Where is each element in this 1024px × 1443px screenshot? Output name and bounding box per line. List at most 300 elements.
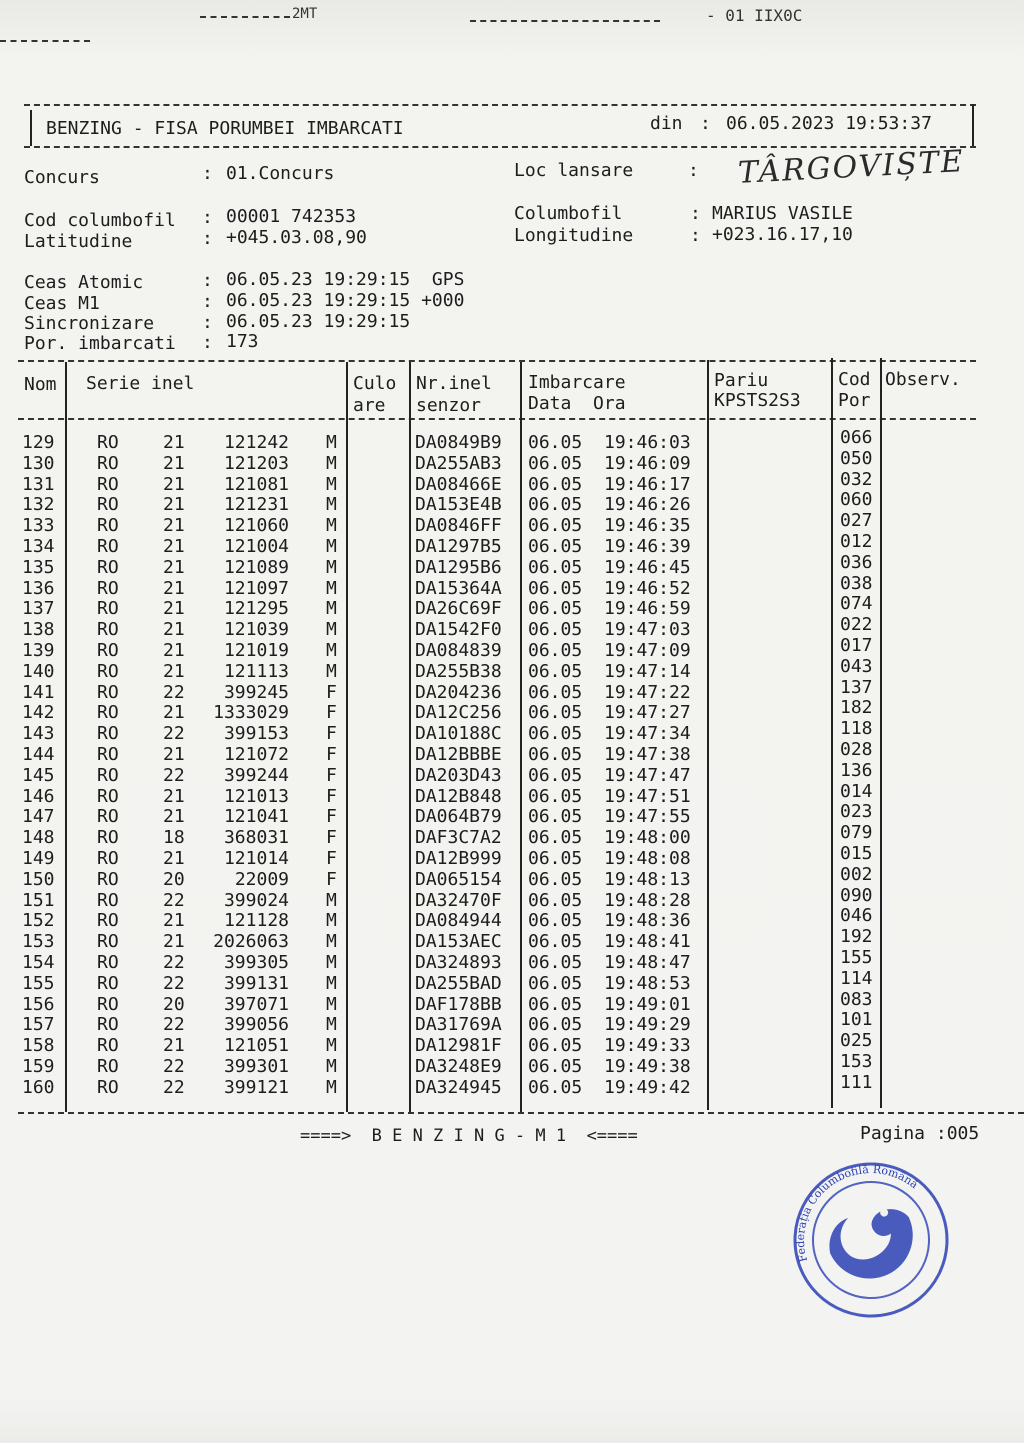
cell-sex: F: [326, 868, 337, 890]
cell-senzor: DA065154: [415, 868, 502, 890]
cell-nom: 138: [22, 619, 55, 641]
por-imbarcati-label: Por. imbarcati: [24, 333, 176, 354]
cell-nom: 131: [22, 473, 55, 495]
cell-an: 22: [163, 1056, 185, 1077]
cell-nom: 135: [22, 556, 55, 578]
col-header-imbarcare-1: Imbarcare: [528, 372, 626, 393]
cell-ora: 19:49:42: [604, 1076, 691, 1098]
cell-ora: 19:48:53: [604, 972, 691, 994]
cell-data: 06.05: [528, 681, 583, 703]
cell-data: 06.05: [528, 723, 583, 745]
cod-columbofil-colon: :: [202, 207, 213, 228]
cell-tara: RO: [97, 577, 119, 599]
col-header-cod-1: Cod: [838, 369, 871, 390]
page-number: Pagina :005: [860, 1123, 980, 1144]
cell-tara: RO: [97, 619, 119, 641]
cell-tara: RO: [97, 889, 119, 911]
cod-columbofil-value: 00001 742353: [226, 206, 357, 227]
cell-nr: 121072: [223, 744, 289, 765]
cell-sex: M: [326, 515, 337, 537]
por-imbarcati-colon: :: [202, 332, 213, 353]
cell-data: 06.05: [528, 536, 583, 557]
stamp-ring-text: Federația Columbofilă Română: [793, 1162, 921, 1264]
longitude-label: Longitudine: [514, 225, 634, 246]
cell-an: 22: [163, 1014, 185, 1036]
cell-ora: 19:47:27: [604, 702, 691, 724]
cell-cod: 032: [840, 468, 873, 490]
ceas-m1-colon: :: [202, 291, 213, 312]
longitude-colon: :: [690, 225, 701, 246]
cell-senzor: DA10188C: [415, 723, 502, 745]
cell-sex: M: [326, 660, 337, 682]
cell-data: 06.05: [528, 452, 583, 474]
page-title: BENZING - FISA PORUMBEI IMBARCATI: [46, 118, 404, 139]
cell-an: 21: [163, 432, 185, 453]
cell-cod: 074: [840, 593, 873, 615]
loc-lansare-label: Loc lansare: [514, 160, 634, 181]
cell-data: 06.05: [528, 785, 583, 807]
cell-senzor: DA12981F: [415, 1035, 502, 1057]
footer-banner: ====> B E N Z I N G - M 1 <====: [300, 1126, 638, 1146]
cell-an: 20: [163, 868, 185, 890]
cell-data: 06.05: [528, 931, 583, 953]
cell-nr: 121295: [223, 598, 289, 620]
cell-nr: 22009: [234, 868, 289, 890]
cell-nom: 144: [22, 744, 55, 765]
cell-cod: 025: [840, 1030, 873, 1052]
cell-tara: RO: [97, 868, 119, 890]
cell-nom: 134: [22, 536, 55, 557]
cell-ora: 19:46:45: [604, 556, 691, 578]
cell-an: 21: [163, 515, 185, 537]
cell-nom: 140: [22, 660, 55, 682]
cell-nom: 139: [22, 640, 55, 661]
cell-sex: F: [326, 785, 337, 807]
cell-nr: 121231: [223, 494, 289, 516]
cell-sex: M: [326, 1014, 337, 1036]
cell-nr: 121013: [223, 785, 289, 807]
header-bottom-rule: [24, 146, 976, 148]
cell-ora: 19:46:03: [604, 432, 691, 453]
latitude-value: +045.03.08,90: [226, 227, 367, 248]
cell-ora: 19:46:59: [604, 598, 691, 620]
cell-nr: 121081: [223, 473, 289, 495]
cell-sex: M: [326, 640, 337, 661]
cell-nom: 158: [22, 1035, 55, 1057]
cell-senzor: DA255BAD: [415, 972, 502, 994]
cell-data: 06.05: [528, 1035, 583, 1057]
cell-nom: 153: [22, 931, 55, 953]
cell-nr: 121051: [223, 1035, 289, 1057]
cell-nom: 160: [22, 1076, 55, 1098]
cell-sex: M: [326, 432, 337, 453]
cell-sex: F: [326, 764, 337, 786]
cell-senzor: DA255AB3: [415, 452, 502, 474]
cell-ora: 19:48:47: [604, 952, 691, 973]
cell-ora: 19:48:28: [604, 889, 691, 911]
cell-senzor: DA0849B9: [415, 432, 502, 453]
cell-nr: 2026063: [213, 931, 289, 953]
cell-senzor: DAF178BB: [415, 993, 502, 1015]
cell-senzor: DA26C69F: [415, 598, 502, 620]
cell-nr: 399121: [223, 1076, 289, 1098]
cell-an: 21: [163, 536, 185, 557]
cell-cod: 153: [840, 1051, 873, 1072]
cell-tara: RO: [97, 1076, 119, 1098]
cell-cod: 043: [840, 655, 873, 677]
cell-tara: RO: [97, 785, 119, 807]
cell-an: 21: [163, 452, 185, 474]
cell-nom: 154: [22, 952, 55, 973]
ceas-atomic-value: 06.05.23 19:29:15 GPS: [226, 269, 465, 290]
cell-data: 06.05: [528, 598, 583, 620]
cell-an: 21: [163, 744, 185, 765]
cell-data: 06.05: [528, 702, 583, 724]
cell-data: 06.05: [528, 577, 583, 599]
cell-senzor: DA31769A: [415, 1014, 502, 1036]
cell-senzor: DA255B38: [415, 660, 502, 682]
cell-an: 21: [163, 619, 185, 641]
cell-an: 21: [163, 473, 185, 495]
cell-nr: 121089: [223, 556, 289, 578]
date-label: din: [650, 113, 683, 134]
ceas-atomic-label: Ceas Atomic: [24, 272, 144, 293]
col-header-pariu-2: KPSTS2S3: [714, 390, 801, 411]
cell-senzor: DA15364A: [415, 577, 502, 599]
cell-sex: M: [326, 619, 337, 641]
cell-data: 06.05: [528, 952, 583, 973]
cell-cod: 182: [840, 697, 873, 719]
cell-data: 06.05: [528, 660, 583, 682]
cell-sex: M: [326, 931, 337, 953]
header-right-border: [972, 104, 974, 148]
cell-ora: 19:47:47: [604, 764, 691, 786]
cell-data: 06.05: [528, 1076, 583, 1098]
cell-data: 06.05: [528, 848, 583, 869]
cell-data: 06.05: [528, 556, 583, 578]
cell-ora: 19:47:09: [604, 640, 691, 661]
columbofil-label: Columbofil: [514, 203, 623, 224]
cell-nom: 141: [22, 681, 55, 703]
cell-an: 22: [163, 723, 185, 745]
cell-nr: 368031: [223, 827, 289, 849]
top-scrap-dash: [470, 20, 660, 22]
cell-tara: RO: [97, 910, 119, 932]
cell-ora: 19:49:33: [604, 1035, 691, 1057]
cell-sex: M: [326, 473, 337, 495]
cell-an: 21: [163, 806, 185, 828]
cell-tara: RO: [97, 515, 119, 537]
cell-sex: F: [326, 848, 337, 869]
cell-senzor: DA0846FF: [415, 515, 502, 537]
cell-nom: 159: [22, 1056, 55, 1077]
cell-cod: 015: [840, 843, 873, 864]
cell-senzor: DA064B79: [415, 806, 502, 828]
cell-ora: 19:47:38: [604, 744, 691, 765]
cell-sex: M: [326, 1035, 337, 1057]
cell-senzor: DA08466E: [415, 473, 502, 495]
cell-nom: 145: [22, 764, 55, 786]
columbofil-colon: :: [690, 203, 701, 224]
cell-nom: 143: [22, 723, 55, 745]
cell-ora: 19:48:13: [604, 868, 691, 890]
cell-tara: RO: [97, 660, 119, 682]
cell-sex: M: [326, 1076, 337, 1098]
cell-an: 21: [163, 931, 185, 953]
cell-cod: 002: [840, 863, 873, 885]
cell-nom: 137: [22, 598, 55, 620]
cell-senzor: DA153AEC: [415, 931, 502, 953]
cell-sex: M: [326, 556, 337, 578]
top-scrap-right: - 01 IIX0C: [706, 6, 803, 25]
cell-nr: 121097: [223, 577, 289, 599]
cell-tara: RO: [97, 723, 119, 745]
cell-nom: 130: [22, 452, 55, 474]
cell-an: 21: [163, 1035, 185, 1057]
sincronizare-value: 06.05.23 19:29:15: [226, 311, 411, 332]
cell-an: 21: [163, 660, 185, 682]
cell-cod: 111: [840, 1071, 873, 1093]
cell-sex: F: [326, 681, 337, 703]
cell-senzor: DA3248E9: [415, 1056, 502, 1077]
ceas-atomic-colon: :: [202, 270, 213, 291]
cell-data: 06.05: [528, 473, 583, 495]
columbofil-value: MARIUS VASILE: [712, 203, 853, 224]
top-scrap-dash: [0, 40, 90, 42]
cell-nr: 397071: [223, 993, 289, 1015]
table-bottom-rule: [18, 1112, 1024, 1114]
cell-senzor: DA084944: [415, 910, 502, 932]
cell-senzor: DA12B999: [415, 848, 502, 869]
cell-an: 22: [163, 889, 185, 911]
cell-nom: 146: [22, 785, 55, 807]
cell-nom: 136: [22, 577, 55, 599]
cell-an: 20: [163, 993, 185, 1015]
sincronizare-colon: :: [202, 312, 213, 333]
cell-cod: 118: [840, 718, 873, 740]
cell-nom: 156: [22, 993, 55, 1015]
loc-lansare-handwritten: TÂRGOVIȘTE: [737, 144, 966, 191]
cell-ora: 19:48:00: [604, 827, 691, 849]
cell-ora: 19:48:36: [604, 910, 691, 932]
cell-an: 21: [163, 598, 185, 620]
cell-cod: 101: [840, 1009, 873, 1031]
cell-senzor: DA32470F: [415, 889, 502, 911]
cell-ora: 19:46:52: [604, 577, 691, 599]
cell-cod: 114: [840, 967, 873, 989]
col-header-nr-inel-2: senzor: [416, 395, 482, 416]
cell-nom: 147: [22, 806, 55, 828]
cell-ora: 19:47:14: [604, 660, 691, 682]
cell-cod: 027: [840, 510, 873, 532]
concurs-value: 01.Concurs: [226, 163, 335, 184]
cell-cod: 083: [840, 988, 873, 1010]
cell-data: 06.05: [528, 1056, 583, 1077]
cell-cod: 028: [840, 739, 873, 760]
ceas-m1-label: Ceas M1: [24, 293, 100, 314]
col-header-serie: Serie inel: [86, 373, 195, 394]
cell-tara: RO: [97, 744, 119, 765]
cell-nom: 155: [22, 972, 55, 994]
cell-cod: 155: [840, 947, 873, 968]
cell-ora: 19:48:08: [604, 848, 691, 869]
cell-senzor: DA153E4B: [415, 494, 502, 516]
cell-sex: F: [326, 723, 337, 745]
cell-ora: 19:49:29: [604, 1014, 691, 1036]
cell-nr: 399301: [223, 1056, 289, 1077]
cell-an: 22: [163, 972, 185, 994]
cell-nom: 132: [22, 494, 55, 516]
cell-nom: 149: [22, 848, 55, 869]
cell-tara: RO: [97, 681, 119, 703]
cell-sex: F: [326, 744, 337, 765]
cell-data: 06.05: [528, 494, 583, 516]
cell-ora: 19:46:26: [604, 494, 691, 516]
loc-lansare-colon: :: [688, 160, 699, 181]
cell-ora: 19:48:41: [604, 931, 691, 953]
cell-nr: 121113: [223, 660, 289, 682]
cell-sex: M: [326, 952, 337, 973]
concurs-colon: :: [202, 163, 213, 184]
cell-cod: 090: [840, 884, 873, 906]
cell-ora: 19:47:22: [604, 681, 691, 703]
cell-senzor: DA12C256: [415, 702, 502, 724]
cell-nom: 133: [22, 515, 55, 537]
header-left-border: [30, 110, 32, 146]
cell-senzor: DA12BBBE: [415, 744, 502, 765]
date-colon: :: [700, 113, 711, 134]
cell-tara: RO: [97, 1035, 119, 1057]
cell-cod: 050: [840, 447, 873, 469]
cell-tara: RO: [97, 993, 119, 1015]
cell-nom: 150: [22, 868, 55, 890]
cell-senzor: DA324945: [415, 1076, 502, 1098]
cell-an: 18: [163, 827, 185, 849]
cell-nom: 152: [22, 910, 55, 932]
cell-senzor: DAF3C7A2: [415, 827, 502, 849]
cell-an: 21: [163, 848, 185, 869]
top-scrap-dash: [200, 16, 290, 18]
cell-cod: 012: [840, 531, 873, 552]
cell-senzor: DA324893: [415, 952, 502, 973]
cell-ora: 19:47:51: [604, 785, 691, 807]
cell-ora: 19:47:03: [604, 619, 691, 641]
concurs-label: Concurs: [24, 167, 100, 188]
cell-ora: 19:46:35: [604, 515, 691, 537]
cell-data: 06.05: [528, 432, 583, 453]
cell-tara: RO: [97, 452, 119, 474]
col-header-nr-inel-1: Nr.inel: [416, 373, 492, 394]
cell-nr: 121041: [223, 806, 289, 828]
cell-an: 22: [163, 764, 185, 786]
cell-ora: 19:46:39: [604, 536, 691, 557]
cod-columbofil-label: Cod columbofil: [24, 210, 176, 231]
cell-data: 06.05: [528, 993, 583, 1015]
cell-an: 21: [163, 556, 185, 578]
cell-senzor: DA203D43: [415, 764, 502, 786]
latitude-label: Latitudine: [24, 231, 133, 252]
cell-ora: 19:49:01: [604, 993, 691, 1015]
cell-tara: RO: [97, 702, 119, 724]
col-header-pariu-1: Pariu: [714, 370, 769, 391]
col-header-observ: Observ.: [885, 369, 961, 390]
cell-data: 06.05: [528, 764, 583, 786]
cell-tara: RO: [97, 473, 119, 495]
cell-tara: RO: [97, 827, 119, 849]
cell-nr: 399024: [223, 889, 289, 911]
cell-tara: RO: [97, 556, 119, 578]
cell-cod: 066: [840, 427, 873, 448]
cell-senzor: DA1542F0: [415, 619, 502, 641]
cell-an: 21: [163, 640, 185, 661]
cell-sex: M: [326, 972, 337, 994]
cell-an: 22: [163, 1076, 185, 1098]
cell-nom: 142: [22, 702, 55, 724]
cell-tara: RO: [97, 848, 119, 869]
cell-cod: 136: [840, 759, 873, 781]
cell-sex: M: [326, 577, 337, 599]
cell-nr: 399153: [223, 723, 289, 745]
cell-tara: RO: [97, 931, 119, 953]
cell-cod: 046: [840, 905, 873, 927]
cell-data: 06.05: [528, 910, 583, 932]
cell-data: 06.05: [528, 640, 583, 661]
cell-tara: RO: [97, 1056, 119, 1077]
cell-cod: 137: [840, 676, 873, 698]
date-value: 06.05.2023 19:53:37: [726, 113, 932, 134]
cell-sex: M: [326, 598, 337, 620]
header-top-rule: [24, 104, 976, 106]
cell-cod: 079: [840, 822, 873, 844]
cell-tara: RO: [97, 1014, 119, 1036]
stamp-seal: [788, 1160, 954, 1320]
cell-data: 06.05: [528, 1014, 583, 1036]
col-header-nom: Nom: [24, 374, 57, 395]
cell-sex: F: [326, 827, 337, 849]
cell-nr: 121014: [223, 848, 289, 869]
cell-an: 22: [163, 681, 185, 703]
cell-tara: RO: [97, 806, 119, 828]
cell-data: 06.05: [528, 806, 583, 828]
cell-sex: M: [326, 889, 337, 911]
cell-cod: 060: [840, 489, 873, 511]
cell-an: 21: [163, 785, 185, 807]
cell-nom: 157: [22, 1014, 55, 1036]
cell-an: 22: [163, 952, 185, 973]
ceas-m1-value: 06.05.23 19:29:15 +000: [226, 290, 465, 311]
cell-data: 06.05: [528, 619, 583, 641]
cell-sex: M: [326, 536, 337, 557]
cell-sex: M: [326, 993, 337, 1015]
cell-sex: F: [326, 702, 337, 724]
cell-an: 21: [163, 910, 185, 932]
cell-nr: 399305: [223, 952, 289, 973]
cell-sex: M: [326, 494, 337, 516]
col-header-culoare-1: Culo: [353, 373, 397, 394]
cell-ora: 19:47:55: [604, 806, 691, 828]
cell-senzor: DA204236: [415, 681, 502, 703]
cell-nr: 121242: [223, 432, 289, 453]
longitude-value: +023.16.17,10: [712, 224, 853, 245]
col-header-cod-2: Por: [838, 390, 871, 411]
cell-cod: 023: [840, 801, 873, 823]
cell-nr: 121004: [223, 536, 289, 557]
cell-cod: 014: [840, 780, 873, 802]
cell-cod: 192: [840, 926, 873, 948]
cell-nom: 148: [22, 827, 55, 849]
cell-tara: RO: [97, 972, 119, 994]
cell-ora: 19:46:17: [604, 473, 691, 495]
